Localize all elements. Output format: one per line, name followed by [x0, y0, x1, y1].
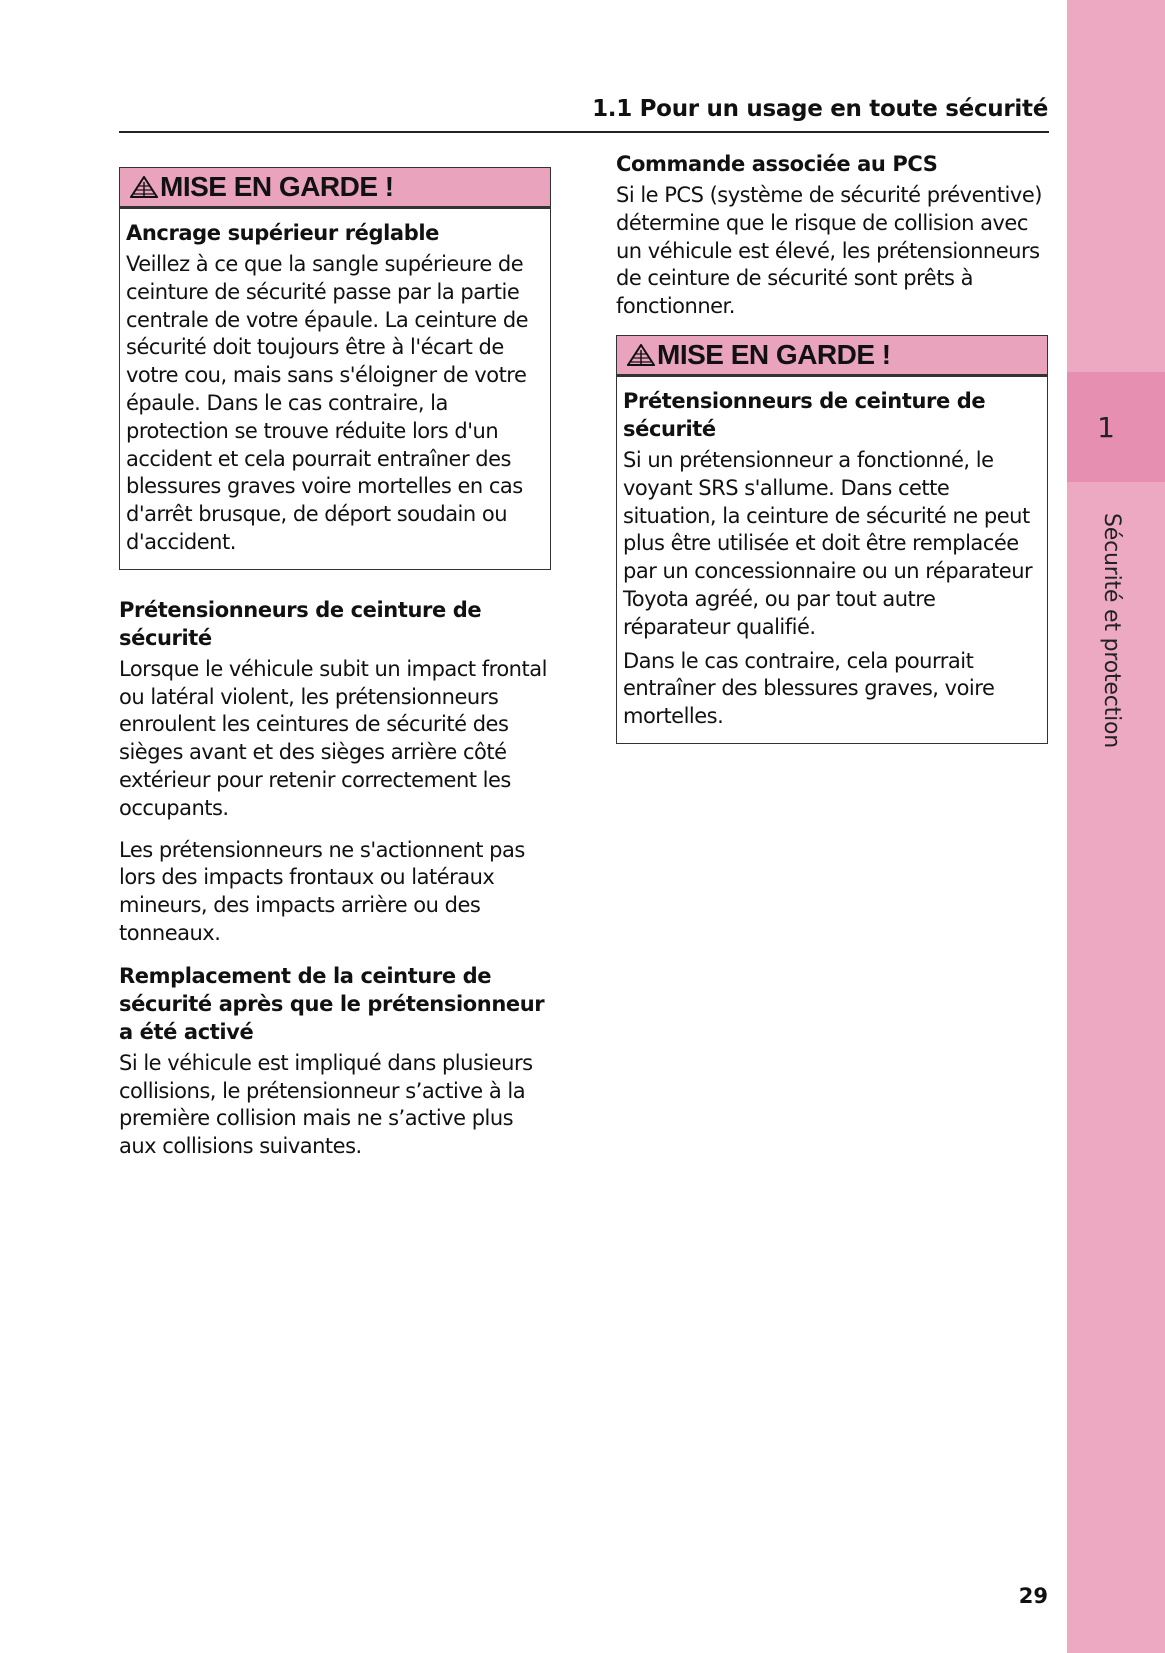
- section-heading: Prétensionneurs de ceinture de sécurité: [119, 597, 482, 650]
- section-header-title: 1.1 Pour un usage en toute sécurité: [592, 96, 1048, 122]
- header-rule: [119, 131, 1049, 133]
- section-heading: Remplacement de la ceinture de sécurité après que le prétensionneur a été activé: [119, 963, 545, 1044]
- right-column: [616, 150, 1048, 770]
- section-paragraph: Les prétensionneurs ne s'actionnent pas lors des impacts frontaux ou latéraux mineurs, des impacts arrière ou des tonneaux.: [119, 837, 525, 945]
- section-heading: Commande associée au PCS: [616, 152, 938, 176]
- warning-box-anchor: [119, 167, 551, 570]
- warning-title: MISE EN GARDE !: [657, 338, 891, 370]
- warning-body: [617, 377, 1047, 743]
- warning-body: [120, 209, 550, 569]
- section-pcs: [616, 150, 1048, 321]
- warning-header: [120, 168, 550, 209]
- chapter-label: Sécurité et protection: [1099, 512, 1124, 748]
- warning-paragraph: Dans le cas contraire, cela pourrait entraîner des blessures graves, voire mortelles.: [623, 648, 995, 729]
- warning-triangle-icon: [130, 176, 158, 198]
- section-paragraph: Si le véhicule est impliqué dans plusieurs collisions, le prétensionneur s’active à la première collision mais ne s’active plus aux collisions suivantes.: [119, 1050, 533, 1159]
- warning-heading: Ancrage supérieur réglable: [126, 221, 439, 245]
- warning-header: [617, 336, 1047, 377]
- warning-heading: Prétensionneurs de ceinture de sécurité: [623, 388, 986, 441]
- section-paragraph: Si le PCS (système de sécurité préventive) détermine que le risque de collision avec un véhicule est élevé, les prétensionneurs de ceinture de sécurité sont prêts à fonctionner.: [616, 183, 1042, 319]
- warning-triangle-icon: [627, 344, 655, 366]
- warning-box-pretensioners: [616, 335, 1048, 744]
- side-tab: [1067, 0, 1165, 1653]
- page-number: 29: [1018, 1584, 1048, 1608]
- left-column: [119, 167, 551, 1175]
- section-replacement: [119, 962, 551, 1161]
- chapter-tab[interactable]: [1067, 372, 1165, 482]
- chapter-number: 1: [1097, 410, 1115, 444]
- warning-title: MISE EN GARDE !: [160, 171, 394, 202]
- section-pretensioners: [119, 596, 551, 948]
- section-paragraph: Lorsque le véhicule subit un impact frontal ou latéral violent, les prétensionneurs enroulent les ceintures de sécurité des sièges avant et des sièges arrière côté extérieur pour retenir correctement les occupants.: [119, 656, 547, 820]
- warning-paragraph: Veillez à ce que la sangle supérieure de ceinture de sécurité passe par la partie centrale de votre épaule. La ceinture de sécurité doit toujours être à l'écart de votre cou, mais sans s'éloigner de votre épaule. Dans le cas contraire, la protection se trouve réduite lors d'un accident et cela pourrait entraîner des blessures graves voire mortelles en cas d'arrêt brusque, de déport soudain ou d'accident.: [126, 252, 529, 554]
- warning-paragraph: Si un prétensionneur a fonctionné, le voyant SRS s'allume. Dans cette situation, la ceinture de sécurité ne peut plus être utilisée et doit être remplacée par un concessionnaire ou un réparateur Toyota agréé, ou par tout autre réparateur qualifié.: [623, 447, 1033, 639]
